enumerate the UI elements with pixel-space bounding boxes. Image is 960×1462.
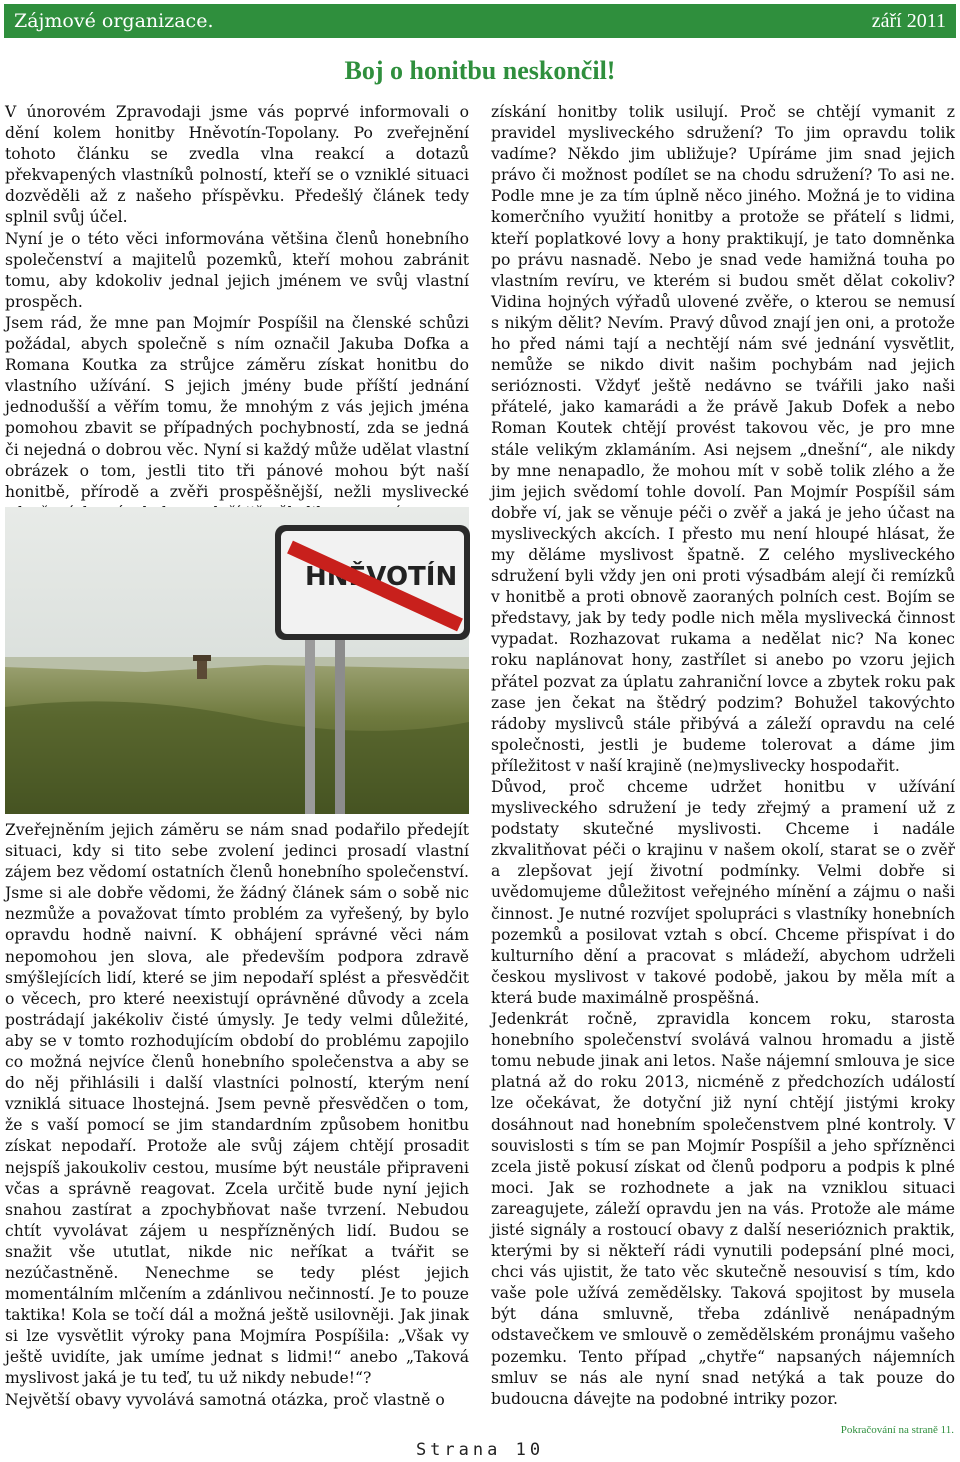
left-column-bottom [5,820,469,1440]
paragraph: Největší obavy vyvolává samotná otázka, proč vlastně o [5,1390,445,1409]
village-sign-photo [5,507,469,814]
section-title: Zájmové organizace. [14,10,214,32]
right-column [491,102,955,1420]
article-photo [5,507,469,814]
page-header [4,4,956,38]
left-column-top [5,102,469,502]
continued-note: Pokračování na straně 11. [840,1424,954,1436]
issue-date: září 2011 [871,9,946,32]
paragraph: Jedenkrát ročně, zpravidla koncem roku, starosta honebního společenství svolává valnou hromadu a jistě tomu nebude jinak ani letos. Naše nájemní smlouva je sice platná až do roku 2013, nicméně z předchozích událostí lze očekávat, že dotyční již nyní chtějí jistými kroky dosáhnout nad honebním společenstvem plné kontroly. V souvislosti s tím se pan Mojmír Pospíšil a jeho spřízněnci zcela jistě pokusí získat od členů podporu a podpis k plné moci. Jak se rozhodnete a jak na vzniklou situaci zareagujete, záleží opravdu jen na vás. Protože ale máme jisté signály a rostoucí obavy z další neserióznich praktik, kterými by si někteří rádi vynutili podepsání plné moci, chci vás ujistit, že tato věc skutečně nesouvisí s tím, kdo vaše pole užívá zemědělsky. Taková spojitost by musela být dána smluvně, třeba zdánlivě nenápadným odstavečkem ve smlouvě o zemědělském pronájmu vašeho pozemku. Tento případ „chytře“ napsaných nájemních smluv se nás ale nyní snad netýká a tak pouze do budoucna dávejte na podobné intriky pozor. [491,1010,955,1408]
page-number: Strana 10 [415,1440,545,1460]
article-title: Boj o honitbu neskončil! [344,56,616,85]
paragraph: Zveřejněním jejich záměru se nám snad podařilo předejít situaci, kdy si tito sebe zvolení jedinci prosadí vlastní zájem bez vědomí ostatních členů honebního společenství. Jsme si ale dobře vědomi, že žádný článek sám o sobě nic nezmůže a považovat tímto problém za vyřešený, by bylo opravdu hodně naivní. K obhájení správné věci nám nepomohou jen slova, ale především podpora zdravě smýšlejících lidí, které se jim nepodaří splést a přesvědčit o věcech, pro které neexistují oprávněné důvody a zcela postrádají jakékoliv čisté úmysly. Je tedy velmi důležité, aby se v tomto rozhodujícím období do problému zapojilo co možná nejvíce členů honebního společenstva a aby se do něj přihlásili i další vlastníci polností, kterým není vzniklá situace lhostejná. Jsem pevně přesvědčen o tom, že s vaší pomocí se jim standardním způsobem honitbu získat nepodaří. Protože ale svůj zájem chtějí prosadit nejspíš jakoukoliv cestou, musíme být neustále připraveni včas a správně reagovat. Zcela určitě bude nyní jejich snahou zastírat a zpochybňovat naše tvrzení. Nebudou chtít vyvolávat zájem u nespřízněných lidí. Budou se snažit vše ututlat, nikde nic neříkat a tvářit se nezúčastněně. Nenechme se tedy plést jejich momentálním mlčením a zdánlivou nečinností. Je to pouze taktika! Kola se točí dál a možná ještě usilovněji. Jak jinak si lze vysvětlit výroky pana Mojmíra Pospíšila: „Však vy ještě uvidíte, jak umíme jednat s lidmi!“ anebo „Taková myslivost jaká je tu teď, tu už nikdy nebude!“? [5,821,469,1388]
paragraph: získání honitby tolik usilují. Proč se chtějí vymanit z pravidel mysliveckého sdružení? To jim opravdu tolik vadíme? Někdo jim ubližuje? Upíráme jim snad jejich právo či možnost podílet se na chodu sdružení? To asi ne. Podle mne je za tím úplně něco jiného. Možná je to vidina komerčního využití honitby a protože se přátelí s lidmi, kteří poplatkové lovy a hony praktikují, je tato domněnka po právu nasnadě. Nebo je snad vede hamižná touha po vlastním revíru, ve kterém si budou smět dělat cokoliv? Vidina hojných výřadů ulovené zvěře, o kterou se nemusí s nikým dělit? Nevím. Pravý důvod znají jen oni, a protože ho před námi tají a nechtějí nám své jednání vysvětlit, nemůže se nikdo divit našim pochybám nad jejich serióznosti. Vždyť ještě nedávno se tvářili jako naši přátelé, jako kamarádi a že právě Jakub Dofek a nebo Roman Koutek chtějí provést takovou věc, je pro mne stále velikým zklamáním. Asi nejsem „dnešní“, ale nikdy by mne nenapadlo, že mohou mít v sobě tolik zlého a že jim jejich svědomí tohle dovolí. Pan Mojmír Pospíšil sám dobře ví, jak se věnuje péči o zvěř a jaká je jeho účast na mysliveckých akcích. I přesto mu není hloupé hlásat, že my děláme myslivost špatně. Z celého mysliveckého sdružení byli vždy jen oni proti výsadbám alejí či remízků v honitbě a proti obnově zaoraných polních cest. Bojím se představy, jak by tedy podle nich měla myslivecká činnost vypadat. Rozhazovat rukama a nedělat nic? Na konec roku naplánovat hony, zastřílet si anebo po vzoru jejich přátel pozvat za úplatu zahraniční lovce a zbytek roku pak zase jen čekat na štědrý podzim? Bohužel takovýchto rádoby myslivců stále přibývá a záleží opravdu na celé společnosti, jestli je budeme tolerovat a dáme jim příležitost v naší krajině (ne)myslivecky hospodařit. [491,103,955,775]
paragraph: Jsem rád, že mne pan Mojmír Pospíšil na členské schůzi požádal, abych společně s ním označil Jakuba Dofka a Romana Koutka za strůjce záměru získat honitbu do vlastního užívání. S jejich jmény bude příští jednání jednodušší a věřím tomu, že mnohým z vás jejich jména pomohou zbavit se případných pochybností, zda se jedná či nejedná o dobrou věc. Nyní si každý může udělat vlastní obrázek o tom, jestli tito tři pánové mohou být naší honitbě, přírodě a zvěři prospěšnější, nežli myslivecké [5,313,469,501]
paragraph: Důvod, proč chceme udržet honitbu v užívání mysliveckého sdružení je tedy zřejmý a pramení už z podstaty skutečné myslivosti. Chceme i nadále zkvalitňovat péči o krajinu v našem okolí, starat se o zvěř a zlepšovat její životní podmínky. Velmi dobře si uvědomujeme důležitost veřejného mínění a zájmu o naši činnost. Je nutné rozvíjet spolupráci s vlastníky honebních pozemků a posilovat vztah s obcí. Chceme přispívat i do kulturního dění a pracovat s mládeží, abychom udrželi českou myslivost v takové podobě, jakou by měla mít a která bude maximálně prospěšná. [491,778,955,1007]
paragraph: Nyní je o této věci informována většina členů honebního společenství a majitelů pozemků, kteří mohou zabránit tomu, aby kdokoliv jednal jejich jménem ve svůj vlastní prospěch. [5,229,469,311]
sign-text: HNĚVOTÍN [305,562,458,592]
paragraph: V únorovém Zpravodaji jsme vás poprvé informovali o dění kolem honitby Hněvotín-Topolany. Po zveřejnění tohoto článku se zvedla vlna reakcí a dotazů překvapených vlastníků polností, kteří se o vzniklé situaci dozvěděli až z našeho příspěvku. Předešlý článek tedy splnil svůj účel. [5,103,469,227]
